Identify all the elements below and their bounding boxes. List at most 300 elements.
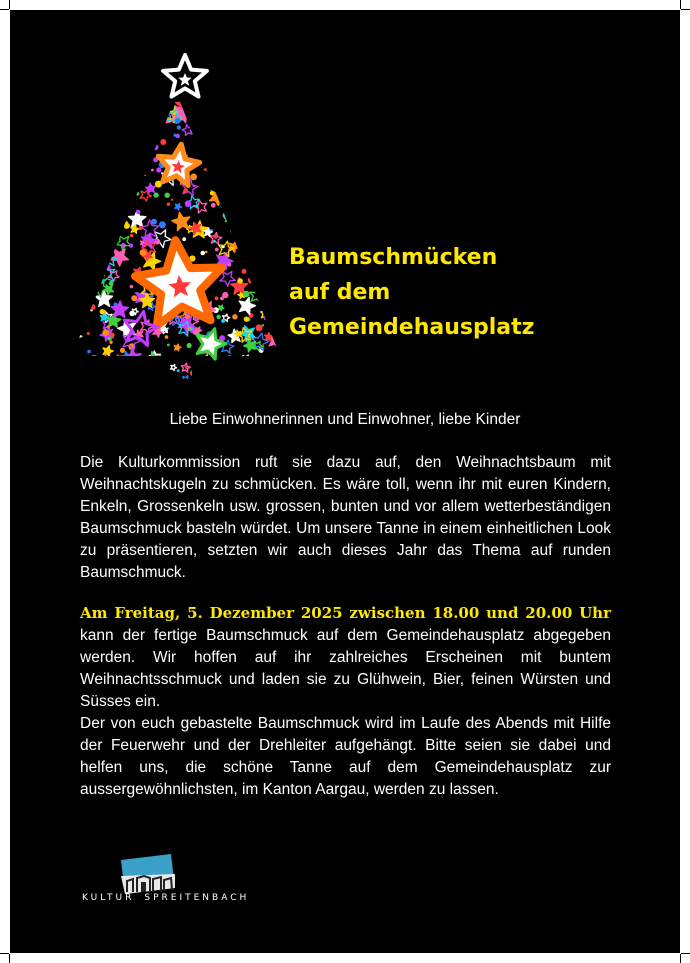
confetti-dot	[109, 341, 112, 344]
confetti-dot	[129, 244, 133, 248]
christmas-tree-graphic	[70, 34, 290, 390]
confetti-dot	[84, 123, 90, 129]
confetti-dot	[280, 296, 283, 299]
confetti-dot	[282, 367, 288, 373]
small-star-icon	[214, 91, 221, 98]
confetti-dot	[266, 244, 273, 251]
confetti-dot	[246, 179, 250, 183]
confetti-dot	[259, 218, 262, 221]
confetti-dot	[77, 126, 83, 132]
small-star-icon	[74, 128, 80, 134]
small-star-icon	[182, 125, 193, 136]
confetti-dot	[132, 137, 137, 142]
small-star-icon	[87, 208, 99, 220]
small-star-icon	[74, 155, 87, 167]
confetti-dot	[92, 114, 96, 118]
confetti-dot	[246, 232, 251, 237]
confetti-dot	[89, 264, 92, 267]
small-star-icon	[70, 329, 82, 344]
confetti-dot	[111, 186, 115, 190]
confetti-dot	[140, 249, 147, 256]
small-star-icon	[153, 230, 171, 248]
confetti-dot	[130, 285, 133, 288]
confetti-dot	[81, 201, 85, 205]
confetti-dot	[84, 286, 89, 291]
small-star-icon	[269, 86, 284, 102]
confetti-dot	[190, 370, 197, 377]
confetti-dot	[83, 101, 86, 104]
confetti-dot	[253, 165, 256, 168]
confetti-dot	[241, 105, 248, 112]
confetti-dot	[271, 208, 276, 213]
confetti-dot	[171, 199, 173, 201]
small-star-icon	[249, 120, 268, 138]
confetti-dot	[88, 128, 90, 130]
confetti-dot	[238, 278, 243, 283]
small-star-icon	[239, 194, 248, 203]
confetti-dot	[77, 258, 83, 264]
small-star-icon	[104, 358, 122, 376]
paragraph-intro: Die Kulturkommission ruft sie dazu auf, den Weihnachtsbaum mit Weihnachtskugeln zu schmücken. Es wäre toll, wenn ihr mit euren Kindern, Enkeln, Grossenkeln usw. grossen, bunten und vor allem wetterbeständigen Baumschmuck basteln würdet. Um unsere Tanne in einem einheitlichen Look zu präsentieren, setzten wir auch dieses Jahr das Thema auf runden Baumschmuck.	[80, 454, 611, 581]
confetti-dot	[136, 210, 140, 214]
small-star-icon	[225, 216, 231, 222]
small-star-icon	[132, 132, 148, 148]
greeting: Liebe Einwohnerinnen und Einwohner, liebe Kinder	[169, 411, 521, 428]
small-star-icon	[238, 359, 254, 375]
confetti-dot	[259, 123, 262, 126]
confetti-dot	[124, 223, 130, 229]
confetti-dot	[267, 131, 273, 137]
confetti-dot	[174, 134, 177, 137]
confetti-dot	[205, 134, 209, 138]
small-star-icon	[252, 367, 267, 383]
small-star-icon	[111, 120, 130, 138]
small-star-icon	[85, 108, 93, 116]
kultur-spreitenbach-logo-icon	[117, 854, 177, 896]
confetti-dot	[244, 317, 249, 322]
confetti-dot	[214, 151, 220, 157]
confetti-dot	[238, 246, 244, 252]
confetti-dot	[167, 203, 170, 206]
confetti-dot	[87, 350, 91, 354]
event-text: kann der fertige Baumschmuck auf dem Gemeindehausplatz abgegeben werden. Wir hoffen auf ihr zahlreiches Erscheinen mit buntem Weihnachtsschmuck und laden sie zu Glühwein, Bier, feinen Würsten und Süsses ein.	[80, 627, 611, 710]
small-star-icon	[270, 114, 284, 127]
confetti-dot	[70, 327, 76, 333]
small-star-icon	[129, 375, 139, 385]
confetti-dot	[105, 218, 109, 222]
small-star-icon	[258, 232, 265, 239]
small-star-icon	[231, 96, 241, 106]
logo-word-spreitenbach: SPREITENBACH	[144, 893, 250, 903]
confetti-dot	[240, 166, 245, 171]
small-star-icon	[86, 188, 99, 200]
small-star-icon	[86, 274, 95, 283]
confetti-dot	[260, 258, 264, 262]
confetti-dot	[237, 216, 242, 221]
confetti-dot	[254, 130, 259, 135]
confetti-dot	[205, 251, 208, 254]
confetti-dot	[227, 355, 232, 360]
tree-star-icon	[197, 329, 226, 359]
confetti-dot	[137, 139, 141, 143]
confetti-dot	[210, 191, 214, 195]
small-star-icon	[122, 189, 132, 199]
confetti-dot	[91, 366, 96, 371]
small-star-icon	[135, 369, 154, 387]
confetti-dot	[104, 255, 107, 258]
confetti-dot	[243, 212, 249, 218]
confetti-dot	[206, 158, 213, 165]
confetti-dot	[159, 221, 166, 228]
confetti-dot	[70, 308, 76, 314]
confetti-dot	[267, 247, 272, 252]
confetti-dot	[139, 226, 143, 230]
logo-wordmark	[82, 893, 249, 903]
small-star-icon	[253, 360, 266, 373]
confetti-dot	[109, 142, 112, 145]
confetti-dot	[70, 376, 73, 380]
confetti-dot	[100, 135, 104, 139]
confetti-dot	[218, 183, 221, 186]
small-star-icon	[141, 94, 153, 106]
small-star-icon	[81, 164, 91, 174]
confetti-dot	[138, 99, 141, 102]
crop-mark	[9, 0, 10, 9]
small-star-icon	[174, 344, 181, 351]
confetti-dot	[85, 367, 89, 371]
confetti-dot	[97, 166, 103, 172]
small-star-icon	[124, 349, 141, 366]
small-star-icon	[200, 94, 218, 112]
title-line-1: Baumschmücken	[289, 245, 498, 270]
confetti-dot	[76, 102, 80, 106]
confetti-dot	[101, 267, 106, 272]
confetti-dot	[110, 333, 115, 338]
confetti-dot	[145, 368, 151, 374]
confetti-dot	[104, 353, 107, 356]
confetti-dot	[153, 144, 159, 150]
confetti-dot	[70, 145, 72, 148]
confetti-dot	[185, 200, 192, 207]
small-star-icon	[266, 239, 281, 254]
confetti-dot	[177, 125, 181, 129]
confetti-dot	[138, 173, 142, 177]
confetti-dot	[139, 108, 144, 113]
crop-mark	[9, 954, 10, 963]
confetti-dot	[221, 319, 225, 323]
small-star-icon	[98, 272, 105, 279]
confetti-dot	[197, 127, 200, 130]
confetti-dot	[76, 360, 81, 365]
small-star-icon	[96, 265, 115, 284]
small-star-icon	[266, 245, 282, 260]
confetti-dot	[82, 286, 86, 290]
confetti-dot	[136, 372, 140, 376]
small-star-icon	[275, 281, 287, 292]
confetti-dot	[81, 151, 84, 154]
small-star-icon	[200, 101, 206, 107]
confetti-dot	[239, 238, 246, 245]
small-star-icon	[221, 201, 236, 215]
title-line-3: Gemeindehausplatz	[289, 315, 535, 340]
confetti-dot	[215, 248, 219, 252]
confetti-dot	[100, 358, 106, 364]
small-star-icon	[87, 356, 98, 367]
small-star-icon	[103, 111, 117, 125]
small-star-icon	[92, 139, 106, 154]
confetti-dot	[76, 289, 83, 296]
small-star-icon	[75, 126, 83, 135]
small-star-icon	[70, 163, 85, 181]
confetti-dot	[151, 169, 154, 172]
small-star-icon	[210, 104, 225, 119]
confetti-dot	[109, 281, 114, 286]
small-star-icon	[280, 209, 290, 226]
small-star-icon	[198, 133, 204, 139]
confetti-dot	[75, 232, 78, 235]
confetti-dot	[251, 115, 257, 121]
confetti-dot	[75, 327, 78, 330]
small-star-icon	[119, 132, 132, 144]
confetti-dot	[87, 332, 90, 335]
confetti-dot	[132, 189, 138, 195]
small-star-icon	[198, 355, 212, 369]
confetti-dot	[70, 158, 73, 162]
confetti-dot	[210, 155, 217, 162]
logo-word-kultur: KULTUR	[82, 893, 135, 903]
small-star-icon	[264, 250, 274, 260]
confetti-dot	[273, 372, 280, 379]
confetti-dot	[236, 111, 240, 115]
confetti-dot	[262, 301, 267, 306]
confetti-dot	[83, 270, 86, 273]
confetti-dot	[223, 109, 230, 116]
confetti-dot	[160, 139, 166, 145]
small-star-icon	[70, 131, 75, 138]
confetti-dot	[274, 313, 278, 317]
confetti-dot	[182, 237, 186, 241]
confetti-dot	[212, 114, 217, 119]
confetti-dot	[138, 137, 141, 140]
small-star-icon	[113, 153, 126, 167]
crop-mark	[681, 9, 690, 10]
confetti-dot	[237, 166, 241, 170]
confetti-dot	[191, 119, 194, 122]
confetti-dot	[258, 234, 262, 238]
small-star-icon	[70, 112, 79, 122]
small-star-icon	[206, 108, 214, 116]
small-star-icon	[122, 372, 138, 388]
small-star-icon	[140, 359, 149, 368]
confetti-dot	[91, 292, 94, 295]
confetti-dot	[113, 163, 118, 168]
confetti-dot	[165, 335, 169, 339]
confetti-dot	[74, 266, 79, 271]
confetti-dot	[205, 117, 210, 122]
confetti-dot	[229, 171, 232, 174]
confetti-dot	[205, 358, 208, 361]
confetti-dot	[175, 118, 181, 124]
confetti-dot	[74, 109, 79, 114]
confetti-dot	[210, 369, 215, 374]
small-star-icon	[70, 312, 80, 325]
confetti-dot	[275, 325, 281, 331]
confetti-dot	[237, 193, 244, 200]
confetti-dot	[236, 234, 242, 240]
small-star-icon	[249, 180, 256, 187]
small-star-icon	[171, 365, 177, 371]
confetti-dot	[95, 108, 101, 114]
confetti-dot	[101, 147, 104, 150]
event-date-highlight: Am Freitag, 5. Dezember 2025 zwischen 18.00 und 20.00 Uhr	[80, 604, 611, 622]
confetti-dot	[263, 241, 267, 245]
small-star-icon	[88, 208, 104, 224]
small-star-icon	[103, 188, 116, 201]
confetti-dot	[207, 135, 211, 139]
confetti-dot	[79, 131, 82, 134]
confetti-dot	[187, 343, 192, 348]
confetti-dot	[131, 378, 134, 381]
small-star-icon	[107, 211, 116, 220]
confetti-dot	[253, 106, 255, 108]
confetti-dot	[215, 296, 219, 300]
confetti-dot	[109, 178, 112, 181]
small-star-icon	[227, 151, 240, 164]
confetti-dot	[266, 122, 270, 126]
confetti-dot	[159, 111, 163, 115]
small-star-icon	[248, 235, 257, 244]
confetti-dot	[278, 219, 284, 225]
small-star-icon	[226, 169, 239, 182]
confetti-dot	[77, 152, 83, 158]
confetti-dot	[91, 355, 97, 361]
small-star-icon	[98, 173, 110, 185]
confetti-dot	[280, 104, 284, 108]
small-star-icon	[194, 99, 210, 116]
confetti-dot	[252, 157, 258, 163]
small-star-icon	[227, 147, 239, 159]
confetti-dot	[246, 108, 251, 113]
confetti-dot	[102, 210, 104, 212]
small-star-icon	[261, 309, 271, 319]
confetti-dot	[167, 344, 170, 347]
confetti-dot	[136, 192, 140, 196]
small-star-icon	[70, 217, 77, 225]
confetti-dot	[153, 192, 158, 197]
confetti-dot	[183, 188, 188, 193]
confetti-dot	[286, 155, 290, 161]
small-star-icon	[130, 149, 139, 158]
small-star-icon	[92, 118, 106, 133]
confetti-dot	[213, 240, 216, 243]
confetti-dot	[233, 191, 239, 197]
small-star-icon	[229, 109, 246, 127]
small-star-icon	[268, 257, 285, 273]
paragraph-closing: Der von euch gebastelte Baumschmuck wird im Laufe des Abends mit Hilfe der Feuerwehr und der Drehleiter aufgehängt. Bitte seien sie dabei und helfen uns, die schöne Tanne auf dem Gemeindehausplatz zur aussergewöhnlichsten, im Kanton Aargau, werden zu lassen.	[80, 715, 611, 798]
small-star-icon	[258, 123, 270, 135]
small-star-icon	[124, 357, 139, 371]
confetti-dot	[262, 179, 267, 184]
confetti-dot	[151, 219, 157, 225]
confetti-dot	[246, 165, 252, 171]
confetti-dot	[216, 315, 220, 319]
confetti-dot	[245, 130, 249, 134]
small-star-icon	[140, 361, 146, 367]
confetti-dot	[108, 337, 112, 341]
confetti-dot	[110, 141, 116, 147]
small-star-icon	[272, 125, 282, 134]
confetti-dot	[123, 137, 128, 142]
confetti-dot	[104, 127, 107, 130]
confetti-dot	[276, 275, 279, 278]
small-star-icon	[254, 195, 270, 211]
confetti-dot	[248, 277, 255, 284]
small-star-icon	[266, 200, 274, 208]
confetti-dot	[120, 348, 125, 353]
confetti-dot	[188, 96, 194, 102]
christmas-tree-icon	[70, 34, 290, 390]
small-star-icon	[280, 91, 290, 105]
small-star-icon	[267, 258, 286, 276]
confetti-dot	[252, 100, 258, 106]
small-star-icon	[100, 143, 115, 158]
page-title	[289, 240, 534, 345]
small-star-icon	[106, 127, 112, 133]
small-star-icon	[192, 125, 205, 139]
confetti-dot	[226, 108, 231, 113]
small-star-icon	[124, 116, 130, 122]
small-star-icon	[108, 199, 117, 208]
confetti-dot	[77, 278, 80, 281]
confetti-dot	[151, 294, 154, 297]
confetti-dot	[147, 129, 150, 132]
title-line-2: auf dem	[289, 280, 391, 305]
crop-mark	[680, 0, 681, 9]
small-star-icon	[117, 147, 133, 163]
confetti-dot	[275, 164, 277, 166]
small-star-icon	[127, 163, 145, 181]
confetti-dot	[120, 356, 123, 359]
small-star-icon	[123, 358, 138, 374]
small-star-icon	[175, 203, 182, 210]
confetti-dot	[190, 174, 197, 181]
small-star-icon	[236, 129, 245, 138]
confetti-dot	[211, 203, 216, 208]
small-star-icon	[150, 107, 156, 113]
confetti-dot	[89, 304, 95, 310]
confetti-dot	[93, 143, 98, 148]
confetti-dot	[102, 135, 105, 138]
small-star-icon	[121, 372, 138, 390]
small-star-icon	[241, 355, 250, 364]
small-star-icon	[121, 124, 131, 134]
confetti-dot	[109, 362, 115, 368]
small-star-icon	[198, 120, 207, 129]
small-star-icon	[74, 188, 90, 205]
confetti-dot	[286, 125, 290, 129]
confetti-dot	[262, 116, 266, 120]
confetti-dot	[275, 134, 280, 139]
confetti-dot	[83, 207, 87, 211]
confetti-dot	[73, 186, 77, 190]
confetti-dot	[100, 224, 105, 229]
confetti-dot	[156, 167, 161, 172]
small-star-icon	[91, 91, 106, 105]
confetti-dot	[101, 141, 105, 145]
confetti-dot	[243, 291, 250, 298]
confetti-dot	[282, 208, 285, 211]
small-star-icon	[239, 167, 247, 175]
